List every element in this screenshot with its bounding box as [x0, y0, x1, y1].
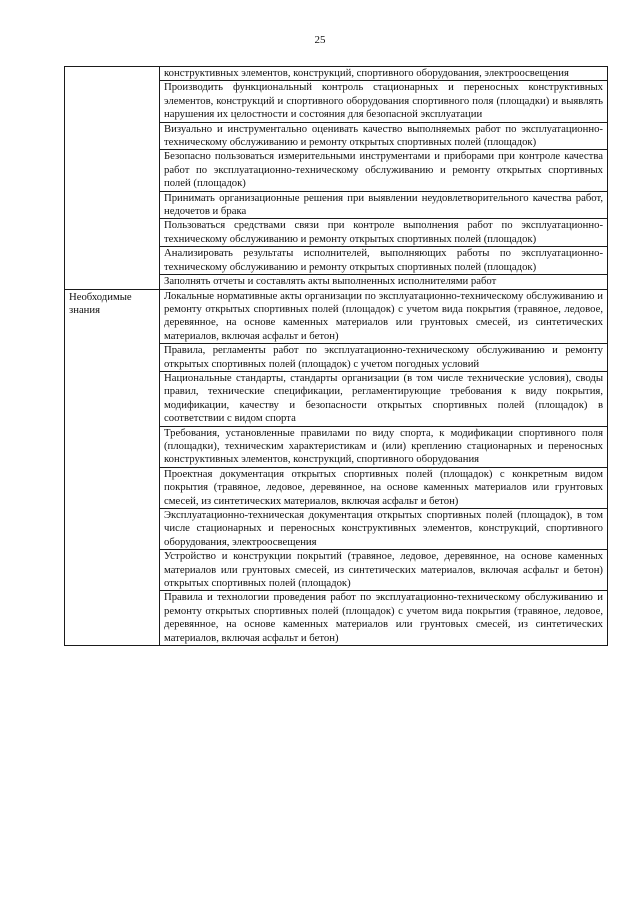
table-row — [65, 289, 608, 344]
skill-item: Заполнять отчеты и составлять акты выполненных исполнителями работ — [160, 275, 608, 289]
knowledge-item: Проектная документация открытых спортивных полей (площадок) с конкретным видом покрытия (травяное, ледовое, деревянное, на основе каменных материалов или грунтовых смесей, из синтетических материалов, включая асфальт и бетон) — [160, 467, 608, 508]
skill-item: Пользоваться средствами связи при контроле выполнения работ по эксплуатационно-техническому обслуживанию и ремонту открытых спортивных полей (площадок) — [160, 219, 608, 247]
skill-item: Визуально и инструментально оценивать качество выполняемых работ по эксплуатационно-техническому обслуживанию и ремонту открытых спортивных полей (площадок) — [160, 122, 608, 150]
requirements-table — [64, 66, 608, 646]
skill-item: Производить функциональный контроль стационарных и переносных конструктивных элементов, конструкций и спортивного оборудования спортивного поля (площадки) и выявлять нарушения их целостности и состояния для безопасной эксплуатации — [160, 81, 608, 122]
skill-item: Безопасно пользоваться измерительными инструментами и приборами при контроле качества работ по эксплуатационно-техническому обслуживанию и ремонту открытых спортивных полей (площадок) — [160, 150, 608, 191]
skill-item: Принимать организационные решения при выявлении неудовлетворительного качества работ, недочетов и брака — [160, 191, 608, 219]
page-number: 25 — [314, 34, 326, 46]
knowledge-item: Требования, установленные правилами по виду спорта, к модификации спортивного поля (площадки), техническим характеристикам и (или) креплению стационарных и переносных конструктивных элементов, конструкций, спортивного оборудования — [160, 426, 608, 467]
knowledge-item: Локальные нормативные акты организации по эксплуатационно-техническому обслуживанию и ремонту открытых спортивных полей (площадок) с учетом вида покрытия (травяное, ледовое, деревянное, на основе каменных материалов или грунтовых смесей, из синтетических материалов, включая асфальт и бетон) — [160, 289, 608, 344]
knowledge-item: Правила, регламенты работ по эксплуатационно-техническому обслуживанию и ремонту открытых спортивных полей (площадок) с учетом погодных условий — [160, 344, 608, 372]
knowledge-item: Эксплуатационно-техническая документация открытых спортивных полей (площадок), в том числе стационарных и переносных конструктивных элементов, конструкций, спортивного оборудования, электроосвещения — [160, 509, 608, 550]
knowledge-label-cell: Необходимые знания — [65, 289, 160, 646]
skill-item: Анализировать результаты исполнителей, выполняющих работы по эксплуатационно-техническому обслуживанию и ремонту открытых спортивных полей (площадок) — [160, 247, 608, 275]
knowledge-item: Устройство и конструкции покрытий (травяное, ледовое, деревянное, на основе каменных материалов или грунтовых смесей, из синтетических материалов, включая асфальт и бетон) открытых спортивных полей (площадок) — [160, 550, 608, 591]
skills-label-cell — [65, 67, 160, 290]
table-row — [65, 67, 608, 81]
skill-item: конструктивных элементов, конструкций, спортивного оборудования, электроосвещения — [160, 67, 608, 81]
knowledge-item: Национальные стандарты, стандарты организации (в том числе технические условия), своды правил, технические спецификации, регламентирующие требования к виду покрытия, модификации, качеству и безопасности открытых спортивных полей (площадок) в соответствии с видом спорта — [160, 371, 608, 426]
knowledge-item: Правила и технологии проведения работ по эксплуатационно-техническому обслуживанию и ремонту открытых спортивных полей (площадок) с учетом вида покрытия (травяное, ледовое, деревянное, на основе каменных материалов или грунтовых смесей, из синтетических материалов, включая асфальт и бетон) — [160, 591, 608, 646]
